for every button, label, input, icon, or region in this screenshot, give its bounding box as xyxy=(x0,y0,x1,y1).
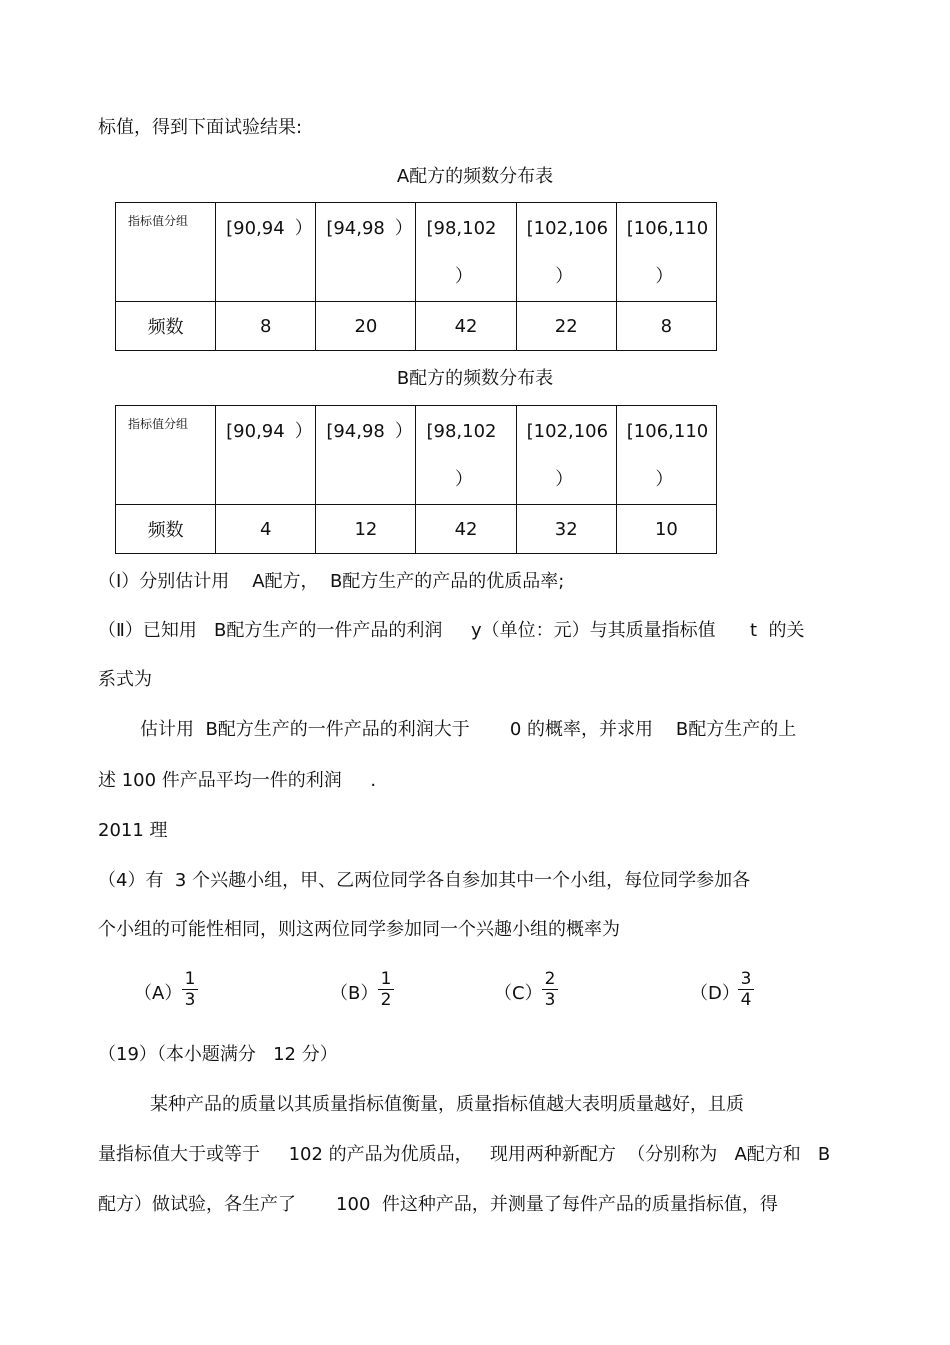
question-part-3-cont: 述 100 件产品平均一件的利润 . xyxy=(98,770,377,791)
table-b-count-label: 频数 xyxy=(116,505,216,554)
fraction: $\frac{1}{2}$ xyxy=(378,969,394,1010)
question-part-3: 估计用 B配方生产的一件产品的利润大于 0 的概率，并求用 B配方生产的上 xyxy=(140,719,797,740)
table-a-count-cell: 20 xyxy=(316,302,416,351)
fraction: $\frac{1}{3}$ xyxy=(182,969,198,1010)
question-part-2: （Ⅱ）已知用 B配方生产的一件产品的利润 y（单位：元）与其质量指标值 t 的关 xyxy=(98,620,805,641)
table-a-count-cell: 8 xyxy=(216,302,316,351)
table-b xyxy=(115,405,717,554)
option-label: （C） xyxy=(494,983,543,1004)
table-a-count-row xyxy=(116,302,717,351)
problem-4-cont: 个小组的可能性相同，则这两位同学参加同一个兴趣小组的概率为 xyxy=(98,919,620,940)
table-b-count-cell: 42 xyxy=(416,505,516,554)
table-b-count-cell: 4 xyxy=(216,505,316,554)
table-b-bin-cell: [102,106 ） xyxy=(516,406,616,505)
option-label: （A） xyxy=(134,983,183,1004)
table-b-bin-cell: [106,110 ） xyxy=(616,406,716,505)
table-b-header-cell: 指标值分组 xyxy=(116,406,216,505)
table-b-count-row xyxy=(116,505,717,554)
problem-19-text-1: 某种产品的质量以其质量指标值衡量，质量指标值越大表明质量越好，且质 xyxy=(150,1094,744,1115)
table-a-count-label: 频数 xyxy=(116,302,216,351)
table-b-count-cell: 10 xyxy=(616,505,716,554)
problem-19-text-3: 配方）做试验，各生产了 100 件这种产品，并测量了每件产品的质量指标值，得 xyxy=(98,1194,778,1215)
table-a-bin-cell: [106,110 ） xyxy=(616,203,716,302)
table-a-bin-cell: [98,102 ） xyxy=(416,203,516,302)
table-a-header-row xyxy=(116,203,717,302)
option-label: （D） xyxy=(690,983,740,1004)
table-b-bin-cell: [90,94 ） xyxy=(216,406,316,505)
option-label: （B） xyxy=(330,983,379,1004)
table-a-bin-cell: [102,106 ） xyxy=(516,203,616,302)
fraction: $\frac{2}{3}$ xyxy=(542,969,558,1010)
question-part-1: （Ⅰ）分别估计用 A配方， B配方生产的产品的优质品率; xyxy=(98,571,565,592)
table-a-header-cell: 指标值分组 xyxy=(116,203,216,302)
table-a xyxy=(115,202,717,351)
problem-19-text-2: 量指标值大于或等于 102 的产品为优质品， 现用两种新配方 （分别称为 A配方和 B xyxy=(98,1144,831,1165)
table-b-header-row xyxy=(116,406,717,505)
table-b-caption: B配方的频数分布表 xyxy=(396,368,554,389)
problem-4: （4）有 3 个兴趣小组，甲、乙两位同学各自参加其中一个小组，每位同学参加各 xyxy=(98,870,751,891)
question-part-2-cont: 系式为 xyxy=(98,669,152,690)
table-a-caption: A配方的频数分布表 xyxy=(396,166,554,187)
table-a-count-cell: 42 xyxy=(416,302,516,351)
table-a-bin-cell: [90,94 ） xyxy=(216,203,316,302)
table-b-count-cell: 32 xyxy=(516,505,616,554)
table-b-bin-cell: [94,98 ） xyxy=(316,406,416,505)
year-heading: 2011 理 xyxy=(98,820,168,841)
table-a-bin-cell: [94,98 ） xyxy=(316,203,416,302)
fraction: $\frac{3}{4}$ xyxy=(738,969,754,1010)
problem-19-heading: （19）（本小题满分 12 分） xyxy=(98,1044,338,1065)
table-b-count-cell: 12 xyxy=(316,505,416,554)
table-a-count-cell: 8 xyxy=(616,302,716,351)
table-b-bin-cell: [98,102 ） xyxy=(416,406,516,505)
text-line-intro: 标值，得到下面试验结果: xyxy=(98,117,303,138)
table-a-count-cell: 22 xyxy=(516,302,616,351)
